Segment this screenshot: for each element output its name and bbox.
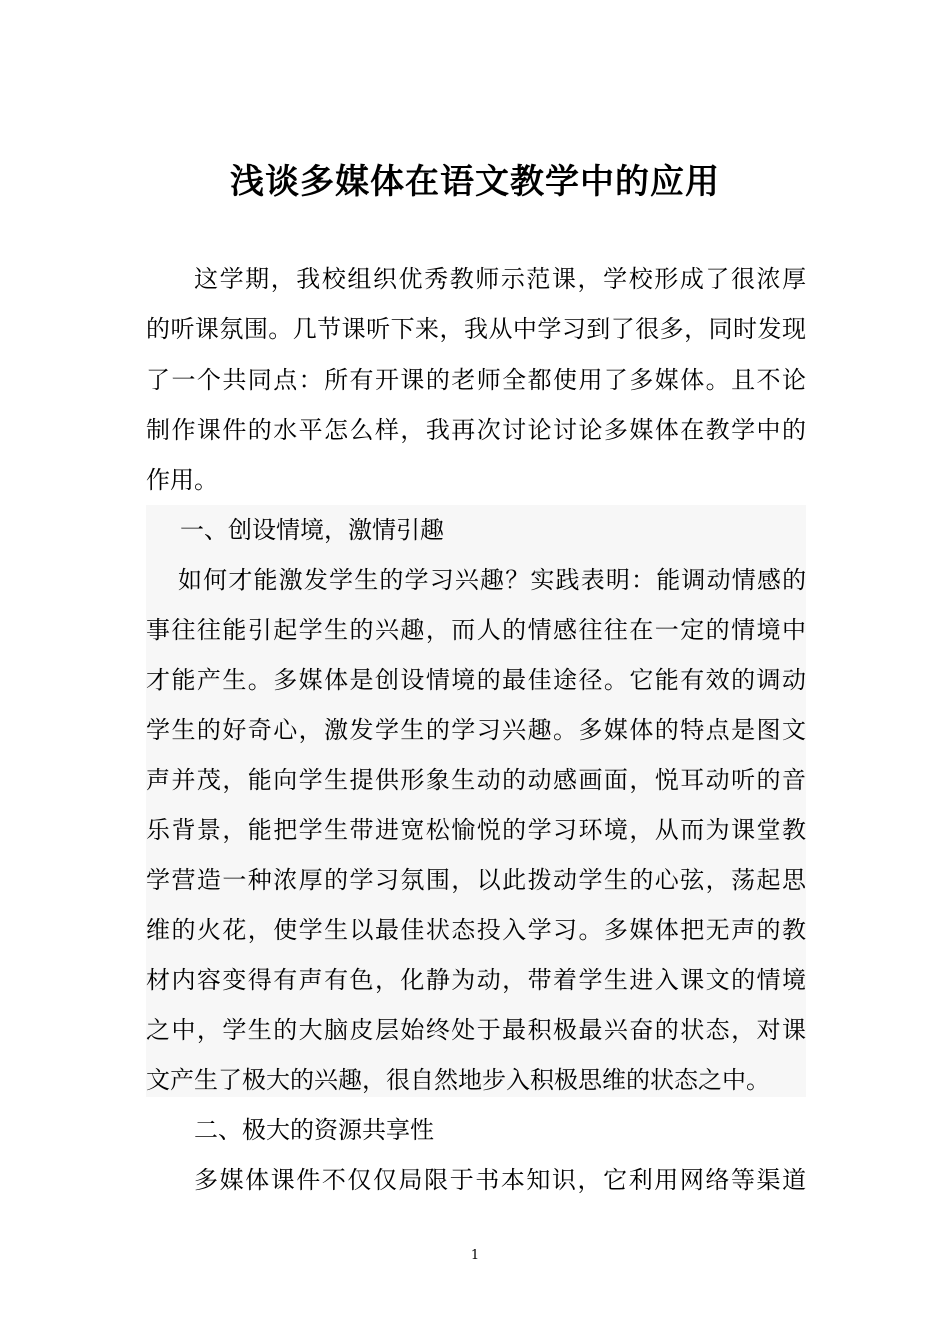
- paragraph-2-line-11: 文产生了极大的兴趣，很自然地步入积极思维的状态之中。: [146, 1066, 770, 1094]
- paragraph-1-line-2: 的听课氛围。几节课听下来，我从中学习到了很多，同时发现: [146, 315, 807, 343]
- paragraph-2-line-1: 如何才能激发学生的学习兴趣？实践表明：能调动情感的: [178, 566, 808, 594]
- paragraph-2-line-3: 才能产生。多媒体是创设情境的最佳途径。它能有效的调动: [146, 666, 808, 694]
- paragraph-2-line-10: 之中，学生的大脑皮层始终处于最积极最兴奋的状态，对课: [146, 1016, 808, 1044]
- paragraph-1-line-4: 制作课件的水平怎么样，我再次讨论讨论多媒体在教学中的: [146, 416, 808, 444]
- paragraph-2-line-8: 维的火花，使学生以最佳状态投入学习。多媒体把无声的教: [146, 916, 808, 944]
- paragraph-2-line-9: 材内容变得有声有色，化静为动，带着学生进入课文的情境: [146, 966, 808, 994]
- section-heading-2: 二、极大的资源共享性: [194, 1116, 434, 1144]
- paragraph-2-line-6: 乐背景，能把学生带进宽松愉悦的学习环境，从而为课堂教: [146, 816, 808, 844]
- page-number: 1: [470, 1248, 480, 1263]
- paragraph-1-line-3: 了一个共同点：所有开课的老师全都使用了多媒体。且不论: [146, 366, 808, 394]
- paragraph-2-line-2: 事往往能引起学生的兴趣，而人的情感往往在一定的情境中: [146, 616, 808, 644]
- paragraph-1-line-5: 作用。: [146, 466, 218, 494]
- paragraph-2-line-5: 声并茂，能向学生提供形象生动的动感画面，悦耳动听的音: [146, 766, 808, 794]
- document-title: 浅谈多媒体在语文教学中的应用: [230, 162, 720, 202]
- paragraph-2-line-7: 学营造一种浓厚的学习氛围，以此拨动学生的心弦，荡起思: [146, 866, 808, 894]
- paragraph-3-line-1: 多媒体课件不仅仅局限于书本知识，它利用网络等渠道: [194, 1166, 808, 1194]
- paragraph-2-line-4: 学生的好奇心，激发学生的学习兴趣。多媒体的特点是图文: [146, 716, 808, 744]
- paragraph-1-line-1: 这学期，我校组织优秀教师示范课，学校形成了很浓厚: [194, 265, 808, 293]
- section-heading-1: 一、创设情境，激情引趣: [180, 516, 444, 544]
